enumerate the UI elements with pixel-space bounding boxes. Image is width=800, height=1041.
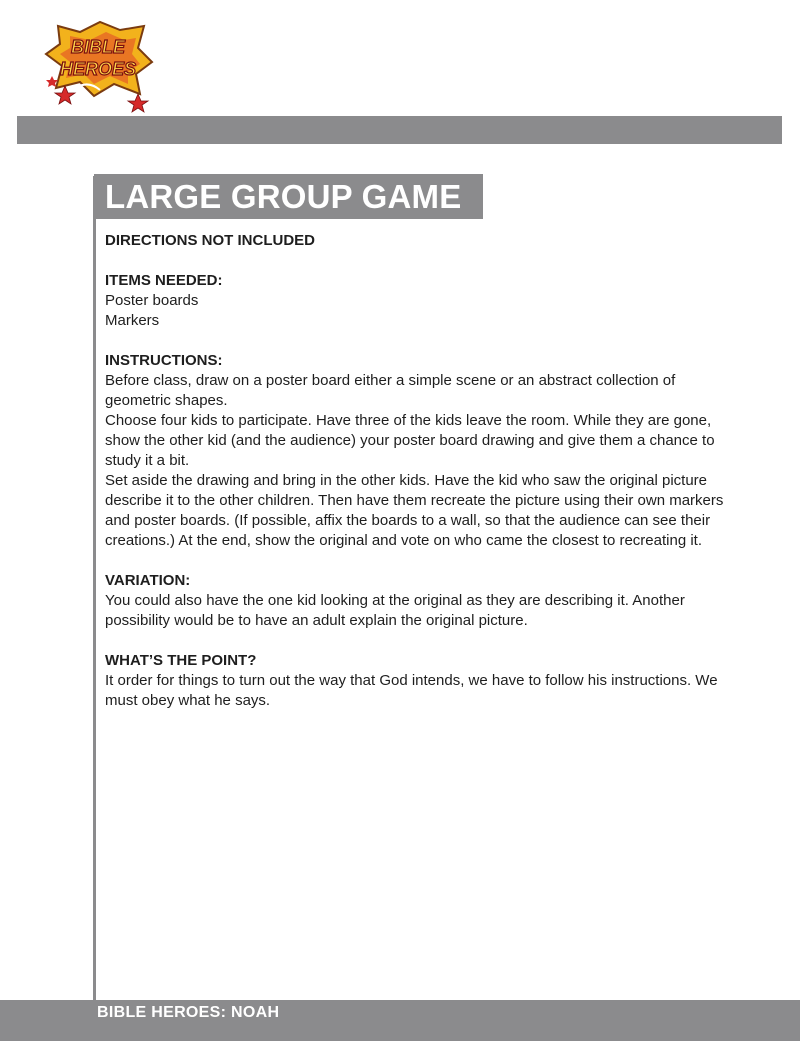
left-margin-rule (93, 176, 96, 1000)
instructions-paragraph: Choose four kids to participate. Have three of the kids leave the room. While they are gone, show the other kid (and the audience) your poster board drawing and give them a chance to study it a bit. (105, 412, 715, 469)
point-heading: WHAT’S THE POINT? (105, 652, 257, 669)
items-needed-section (105, 271, 725, 331)
header-bar (17, 116, 782, 144)
instructions-paragraph: Before class, draw on a poster board either a simple scene or an abstract collection of geometric shapes. (105, 372, 676, 409)
logo-text-line1: BIBLE (71, 37, 125, 57)
main-content (105, 231, 725, 731)
logo-graphic (40, 18, 160, 114)
star-icon (55, 86, 75, 104)
directions-note: DIRECTIONS NOT INCLUDED (105, 232, 315, 249)
star-icon (128, 94, 148, 112)
bible-heroes-logo (40, 18, 160, 114)
variation-heading: VARIATION: (105, 572, 191, 589)
footer-title: BIBLE HEROES: NOAH (97, 1004, 280, 1021)
page-title: LARGE GROUP GAME (94, 174, 483, 219)
instructions-paragraph: Set aside the drawing and bring in the other kids. Have the kid who saw the original picture describe it to the other children. Then have them recreate the picture using their own markers and poster boards. (If possible, affix the boards to a wall, so that the audience can see their creations.) At the end, show the original and vote on who came the closest to recreating it. (105, 472, 724, 549)
logo-text-line2: HEROES (59, 59, 137, 79)
item-markers: Markers (105, 312, 160, 329)
point-text: It order for things to turn out the way that God intends, we have to follow his instructions. We must obey what he says. (105, 672, 718, 709)
items-needed-heading: ITEMS NEEDED: (105, 272, 223, 289)
variation-section (105, 571, 725, 631)
item-poster-boards: Poster boards (105, 292, 199, 309)
directions-section (105, 231, 725, 251)
instructions-section (105, 351, 725, 551)
point-section (105, 651, 725, 711)
variation-text: You could also have the one kid looking at the original as they are describing it. Another possibility would be to have an adult explain the original picture. (105, 592, 685, 629)
instructions-heading: INSTRUCTIONS: (105, 352, 223, 369)
